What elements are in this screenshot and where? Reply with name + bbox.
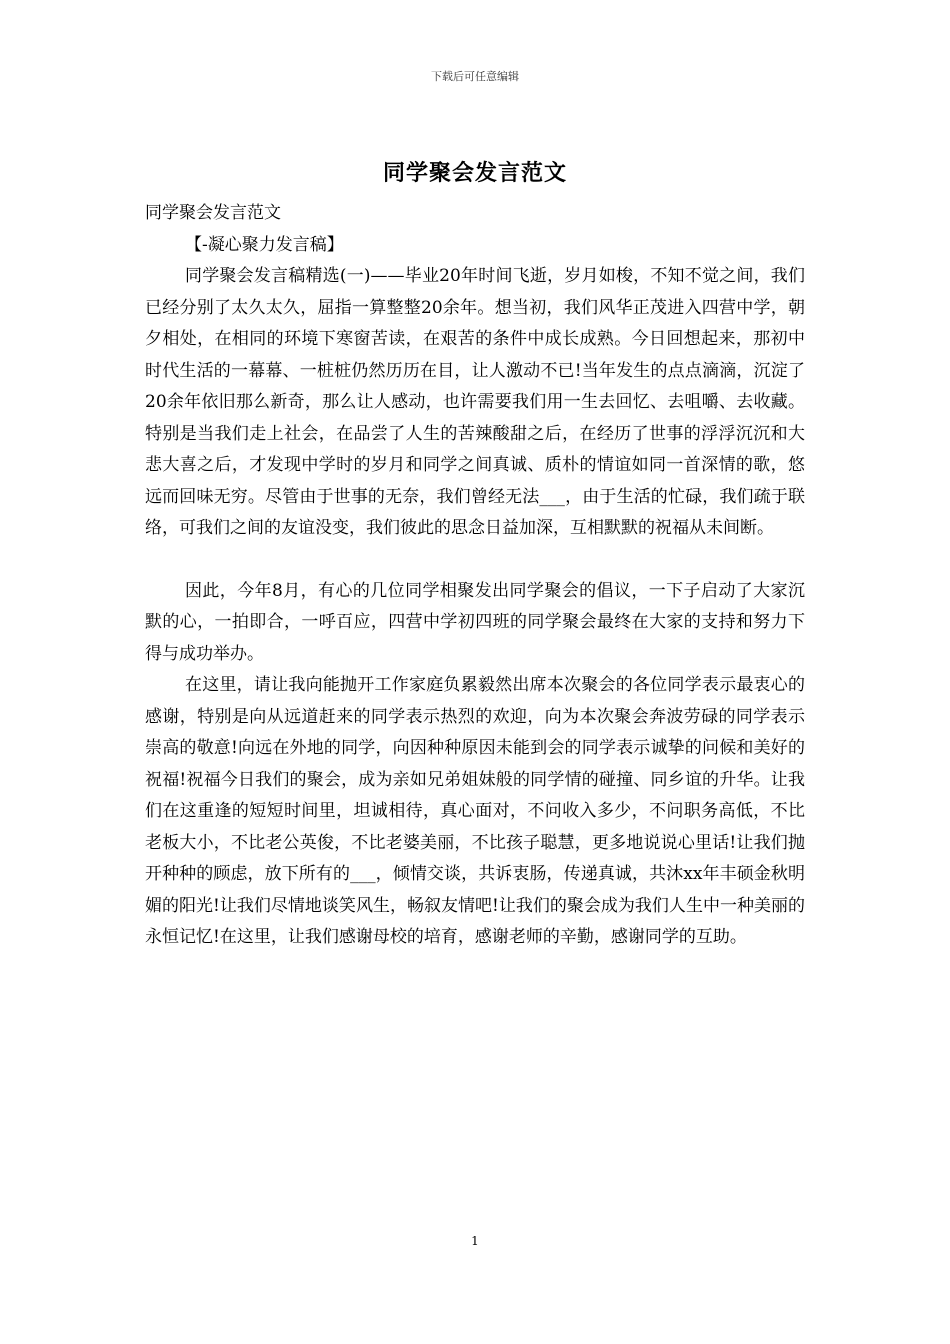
page-number: 1 xyxy=(471,1234,479,1248)
document-title: 同学聚会发言范文 xyxy=(382,160,567,186)
paragraph-1: 同学聚会发言稿精选(一)——毕业20年时间飞逝，岁月如梭，不知不觉之间，我们已经分别了太久太久，屈指一算整整20余年。想当初，我们风华正茂进入四营中学，朝夕相处，在相同的环境下寒窗苦读，在艰苦的条件中成长成熟。今日回想起来，那初中时代生活的一幕幕、一桩桩仍然历历在目，让人激动不已!当年发生的点点滴滴，沉淀了20余年依旧那么新奇，那么让人感动，也许需要我们用一生去回忆、去咀嚼、去收藏。特别是当我们走上社会，在品尝了人生的苦辣酸甜之后，在经历了世事的浮浮沉沉和大悲大喜之后，才发现中学时的岁月和同学之间真诚、质朴的情谊如同一首深情的歌，悠远而回味无穷。尽管由于世事的无奈，我们曾经无法___，由于生活的忙碌，我们疏于联络，可我们之间的友谊没变，我们彼此的思念日益加深，互相默默的祝福从未间断。 xyxy=(145,266,805,538)
section-heading: 【-凝心聚力发言稿】 xyxy=(185,234,344,255)
paragraph-2: 因此，今年8月，有心的几位同学相聚发出同学聚会的倡议，一下子启动了大家沉默的心，一拍即合，一呼百应，四营中学初四班的同学聚会最终在大家的支持和努力下得与成功举办。 xyxy=(145,580,805,664)
document-body xyxy=(145,198,805,954)
header-note: 下载后可任意编辑 xyxy=(431,70,519,83)
paragraph-spacer xyxy=(145,545,805,576)
paragraph-3: 在这里，请让我向能抛开工作家庭负累毅然出席本次聚会的各位同学表示最衷心的感谢，特别是向从远道赶来的同学表示热烈的欢迎，向为本次聚会奔波劳碌的同学表示崇高的敬意!向远在外地的同学，向因种种原因未能到会的同学表示诚挚的问候和美好的祝福!祝福今日我们的聚会，成为亲如兄弟姐妹般的同学情的碰撞、同乡谊的升华。让我们在这重逢的短短时间里，坦诚相待，真心面对，不问收入多少，不问职务高低，不比老板大小，不比老公英俊，不比老婆美丽，不比孩子聪慧，更多地说说心里话!让我们抛开种种的顾虑，放下所有的___，倾情交谈，共诉衷肠，传递真诚，共沐xx年丰硕金秋明媚的阳光!让我们尽情地谈笑风生，畅叙友情吧!让我们的聚会成为我们人生中一种美丽的永恒记忆!在这里，让我们感谢母校的培育，感谢老师的辛勤，感谢同学的互助。 xyxy=(145,675,805,947)
subtitle-line: 同学聚会发言范文 xyxy=(145,203,281,223)
